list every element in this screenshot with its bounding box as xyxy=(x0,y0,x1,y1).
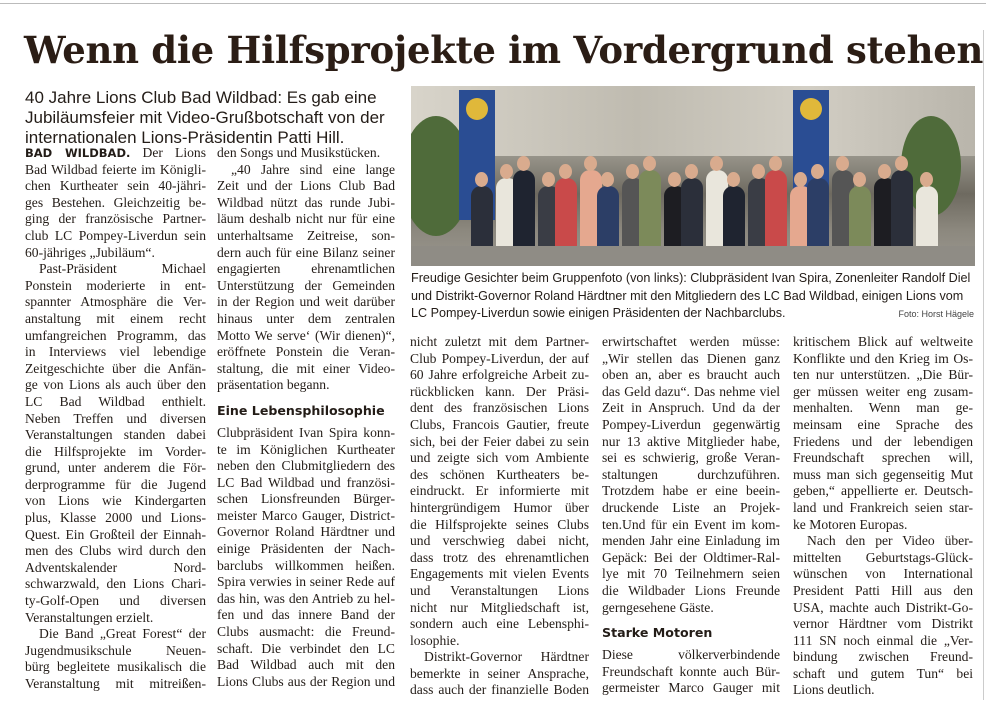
text-line: den Songs und Musikstücken. xyxy=(217,145,381,160)
text-line: Motto We serve‘ (Wir dienen)“, xyxy=(217,327,395,343)
text-line: Jugendmusikschule Neuen- xyxy=(25,642,206,658)
text-line: Wildbad nützt das runde Jubi- xyxy=(217,194,395,210)
text-line: neben den Clubmitgliedern des xyxy=(217,458,395,474)
photo-person-head xyxy=(794,172,807,187)
photo-person-head xyxy=(727,172,740,187)
photo-person-head xyxy=(769,156,782,171)
text-line: in der Region und weit darüber xyxy=(217,294,395,310)
text-line: druckende Liste an Projek- xyxy=(602,499,780,515)
text-line: das Geld dazu“. Das nehme viel xyxy=(602,383,780,399)
photo-person-head xyxy=(626,164,639,179)
text-line: Zeit in Anspruch. Und da der xyxy=(602,400,780,416)
photo-person-head xyxy=(668,172,681,187)
text-line: Nach den per Video über- xyxy=(807,533,973,549)
text-line: schaft und gutem Tun“ bei xyxy=(793,665,973,681)
article-column-2 xyxy=(217,145,395,690)
article-column-5 xyxy=(793,334,973,699)
photo-person-head xyxy=(710,156,723,171)
text-line: Spira verwies in seiner Rede auf xyxy=(217,574,395,590)
text-line: präsentation begann. xyxy=(217,377,330,393)
text-line: Zeit und der Lions Club Bad xyxy=(217,178,395,194)
text-line: muss man sich gegenseitig Mut xyxy=(793,466,973,482)
text-line: men des Clubs wird durch den xyxy=(25,543,206,559)
photo-ground xyxy=(411,246,975,266)
text-line xyxy=(25,145,206,162)
text-line: dern auch für eine Bilanz seiner xyxy=(217,244,395,260)
text-line: Trotzdem habe er eine beein- xyxy=(602,483,780,499)
photo-person xyxy=(891,170,913,256)
text-line: Ponstein moderierte in ent- xyxy=(25,277,206,293)
headline: Wenn die Hilfsprojekte im Vordergrund stehen xyxy=(24,28,984,72)
text-line: staltungen durchzuführen. xyxy=(602,466,780,482)
text-line: Konflikte und den Krieg im Os- xyxy=(793,350,973,366)
text-line: President Patti Hill aus den xyxy=(793,582,973,598)
text-line: Veranstaltung mit mitreißen- xyxy=(25,676,206,691)
text-line: ten nur unterstützen. „Die Bür- xyxy=(793,367,973,383)
text-line: losophie. xyxy=(410,632,460,648)
text-line: Friedens und der lebendigen xyxy=(793,433,973,449)
text-line: die Wildbader Lions Freunde xyxy=(602,582,780,598)
text-line: club LC Pompey-Liverdun sein xyxy=(25,227,206,243)
article-column-1 xyxy=(25,145,206,693)
text-line: derprogramme für die Jugend xyxy=(25,476,206,492)
text-line: 60-jähriges „Jubiläum“. xyxy=(25,244,155,260)
text-line: ty-Golf-Open und diversen xyxy=(25,593,206,609)
text-line: Past-Präsident Michael xyxy=(39,261,206,277)
text-line: schwarzwald, den Lions Chari- xyxy=(25,576,206,592)
text-line: grund, unter anderem die För- xyxy=(25,460,206,476)
text-line: land und Frankreich seien star- xyxy=(793,499,973,515)
text-line: Engagements mit vielen Events xyxy=(410,566,589,582)
text-line: Adventskalender Nord- xyxy=(25,559,206,575)
text-line: hintergründigem Humor über xyxy=(410,499,589,515)
photo-person-head xyxy=(878,164,891,179)
text-line: menden Jahr eine Einladung im xyxy=(602,533,780,549)
text-line: gerngesehene Gäste. xyxy=(602,599,714,615)
photo-person-head xyxy=(559,164,572,179)
text-line: des schönen Kurtheaters be- xyxy=(410,466,589,482)
text-line: Clubpräsident Ivan Spira konn- xyxy=(217,424,395,440)
text-line: rückblicken kann. Der Präsi- xyxy=(410,383,589,399)
text-line: nicht nur Mitgliedschaft ist, xyxy=(410,599,589,615)
text-line: sondern auch eine Lebensphi- xyxy=(410,616,589,632)
text-line: geben,“ appellierte er. Deutsch- xyxy=(793,483,973,499)
text-line: Gepäck: Bei der Oldtimer-Ral- xyxy=(602,549,780,565)
text-line: erwirtschaftet werden müsse: xyxy=(602,334,780,349)
group-photo xyxy=(411,86,975,266)
text-line: Neben Treffen und diversen xyxy=(25,410,206,426)
photo-person xyxy=(681,178,703,256)
text-line: nur 13 aktive Mitglieder habe, xyxy=(602,433,780,449)
photo-credit: Foto: Horst Hägele xyxy=(898,309,974,319)
text-line: unterhaltsame Zeitreise, son- xyxy=(217,227,395,243)
text-line: Bad Wildbad auch mit den xyxy=(217,657,395,673)
text-line: „Wir stellen das Dienen ganz xyxy=(602,350,780,366)
text-line: wünschen von International xyxy=(793,566,973,582)
text-line: engagierten ehrenamtlichen xyxy=(217,261,395,277)
text-line: Governor Roland Härdtner und xyxy=(217,524,395,540)
text-line: Unterstützung der Gemeinden xyxy=(217,277,395,293)
text-line: menhalten. Wenn man ge- xyxy=(793,400,973,416)
photo-person xyxy=(555,178,577,256)
text-line: oben an, aber es braucht auch xyxy=(602,367,780,383)
section-heading: Starke Motoren xyxy=(602,625,713,641)
photo-person xyxy=(513,170,535,256)
photo-person-head xyxy=(517,156,530,171)
section-heading: Eine Lebensphilosophie xyxy=(217,402,385,418)
article-column-3 xyxy=(410,334,589,699)
text-line: dent des französischen Lions xyxy=(410,400,589,416)
text-line: barclubs willkommen heißen. xyxy=(217,557,395,573)
photo-person-head xyxy=(500,164,513,179)
text-line: bemerkte in seiner Ansprache, xyxy=(410,665,589,681)
text-line: dass auch der finanzielle Boden xyxy=(410,682,589,698)
photo-person-head xyxy=(643,156,656,171)
text-line: sei es schwierig, große Veran- xyxy=(602,450,780,466)
text-line: Die Band „Great Forest“ der xyxy=(39,626,206,642)
text-line: Veranstaltungen standen dabei xyxy=(25,427,206,443)
text-line: in Interviews viel lebendige xyxy=(25,344,206,360)
photo-background-wall xyxy=(411,86,975,156)
text-line: 111 SN noch einmal die „Ver- xyxy=(793,632,973,648)
subheadline: 40 Jahre Lions Club Bad Wildbad: Es gab eine Jubiläumsfeier mit Video-Grußbotschaft von der internationalen Lions-Präsidentin Patti Hill. xyxy=(25,88,385,147)
text-line: und verschwieg dabei nicht, xyxy=(410,533,589,549)
text-line: ges Bestehen. Gleichzeitig be- xyxy=(25,194,206,210)
photo-person xyxy=(765,170,787,256)
top-rule xyxy=(0,3,986,4)
text-line: bürg begleitete musikalisch die xyxy=(25,659,206,675)
text-line: chen Kurtheater sein 40-jähri- xyxy=(25,178,206,194)
text-line: eröffnete Ponstein die Veran- xyxy=(217,344,395,360)
text-line: läum deshalb nicht nur für eine xyxy=(217,211,395,227)
text-line: Clubs, Francois Gautier, freute xyxy=(410,416,589,432)
text-line: ke Motoren Europas. xyxy=(793,516,908,532)
text-line: dass trotz des ehrenamtlichen xyxy=(410,549,589,565)
photo-person-head xyxy=(752,164,765,179)
text-line: von Lions wie Kindergarten xyxy=(25,493,206,509)
text-line: Veranstaltungen erzielt. xyxy=(25,609,154,625)
text-line: nicht zuletzt mit dem Partner- xyxy=(410,334,589,349)
text-line: Freundschaft konnte auch Bür- xyxy=(602,663,780,679)
text-line: ger müssen weiter eng zusam- xyxy=(793,383,973,399)
photo-person-head xyxy=(836,156,849,171)
text-line: LC Bad Wildbad und französi- xyxy=(217,474,395,490)
photo-caption: Freudige Gesichter beim Gruppenfoto (von links): Clubpräsident Ivan Spira, Zonenleiter Randolf Diel und Distrikt-Governor Roland Härdtner mit den Mitgliedern des LC Bad Wildbad, einigen Lions vom LC Pompey-Liverdun sowie einigen Präsidenten der Nachbarclubs. xyxy=(411,271,971,320)
text-line: te im Königlichen Kurtheater xyxy=(217,441,395,457)
text-line: lye mit 70 Teilnehmern seien xyxy=(602,566,780,582)
text-line: und zeigte sich vom Ambiente xyxy=(410,450,589,466)
text-line: sich, bei der Feier dabei zu sein xyxy=(410,433,589,449)
text-line: die Hilfsprojekte seines Clubs xyxy=(410,516,589,532)
text-line: plus, Klasse 2000 und Lions- xyxy=(25,510,206,526)
text-line: anstaltung mit einem recht xyxy=(25,310,206,326)
right-rule xyxy=(983,30,984,700)
text-line: meister Marco Gauger, District- xyxy=(217,507,395,523)
photo-person-head xyxy=(920,172,933,187)
photo-person xyxy=(639,170,661,256)
text-line: Lions deutlich. xyxy=(793,682,875,698)
text-line: Club Pompey-Liverdun, der auf xyxy=(410,350,589,366)
photo-person-head xyxy=(895,156,908,171)
text-line: germeister Marco Gauger mit xyxy=(602,680,780,696)
text-line: Clubs ausmacht: die Freund- xyxy=(217,624,395,640)
text-line: 60 Jahre erfolgreiche Arbeit zu- xyxy=(410,367,589,383)
text-line: Pompey-Liverdun gegenwärtig xyxy=(602,416,780,432)
article-column-4 xyxy=(602,334,780,697)
text-line: LC Bad Wildbad enthielt. xyxy=(25,393,206,409)
text-line: einige Präsidenten der Nach- xyxy=(217,541,395,557)
text-line: eindruckt. Er informierte mit xyxy=(410,483,589,499)
photo-person-head xyxy=(601,172,614,187)
dateline: BAD WILDBAD. xyxy=(25,146,131,160)
photo-person-head xyxy=(853,172,866,187)
text-line: die Hilfsprojekte im Vorder- xyxy=(25,443,206,459)
photo-person xyxy=(807,178,829,256)
text-line: staltung, die mit einer Video- xyxy=(217,360,395,376)
text-line: Freundschaft sprechen will, xyxy=(793,450,973,466)
text-line: ten.Und für ein Event im kom- xyxy=(602,516,780,532)
text-line: Diese völkerverbindende xyxy=(602,647,780,663)
text-line: Lions Clubs aus der Region und xyxy=(217,673,395,689)
text-line-content: Der Lions xyxy=(142,145,206,160)
text-line: spannter Atmosphäre die Ver- xyxy=(25,294,206,310)
text-line: kritischem Blick auf weltweite xyxy=(793,334,973,349)
text-line: USA, machte auch Distrikt-Go- xyxy=(793,599,973,615)
photo-person-head xyxy=(542,172,555,187)
text-line: Quest. Ein Großteil der Einnah- xyxy=(25,526,206,542)
text-line: Zeitgeschichte über die Anfän- xyxy=(25,360,206,376)
text-line: schaft. Die verbindet den LC xyxy=(217,640,395,656)
text-line: ge von Lions als auch über den xyxy=(25,377,206,393)
text-line: „40 Jahre sind eine lange xyxy=(231,161,395,177)
photo-person-head xyxy=(685,164,698,179)
text-line: meinsam eine Sprache des xyxy=(793,416,973,432)
text-line: vernor Härdtner vom Distrikt xyxy=(793,616,973,632)
text-line: hinaus unter dem zentralen xyxy=(217,310,395,326)
text-line: mittelten Geburtstags-Glück- xyxy=(793,549,973,565)
text-line: Distrikt-Governor Härdtner xyxy=(424,649,589,665)
text-line: fen und das innere Band der xyxy=(217,607,395,623)
text-line: und Veranstaltungen Lions xyxy=(410,582,589,598)
text-line: Bad Wildbad feierte im Königli- xyxy=(25,161,206,177)
photo-person-head xyxy=(475,172,488,187)
text-line: umfangreichen Programm, das xyxy=(25,327,206,343)
photo-person-head xyxy=(584,156,597,171)
text-line: bindung zwischen Freund- xyxy=(793,649,973,665)
photo-person-head xyxy=(811,164,824,179)
text-line: das hin, was den Antrieb zu hel- xyxy=(217,590,395,606)
text-line: ging der französische Partner- xyxy=(25,211,206,227)
text-line: schen Lionsfreunden Bürger- xyxy=(217,491,395,507)
